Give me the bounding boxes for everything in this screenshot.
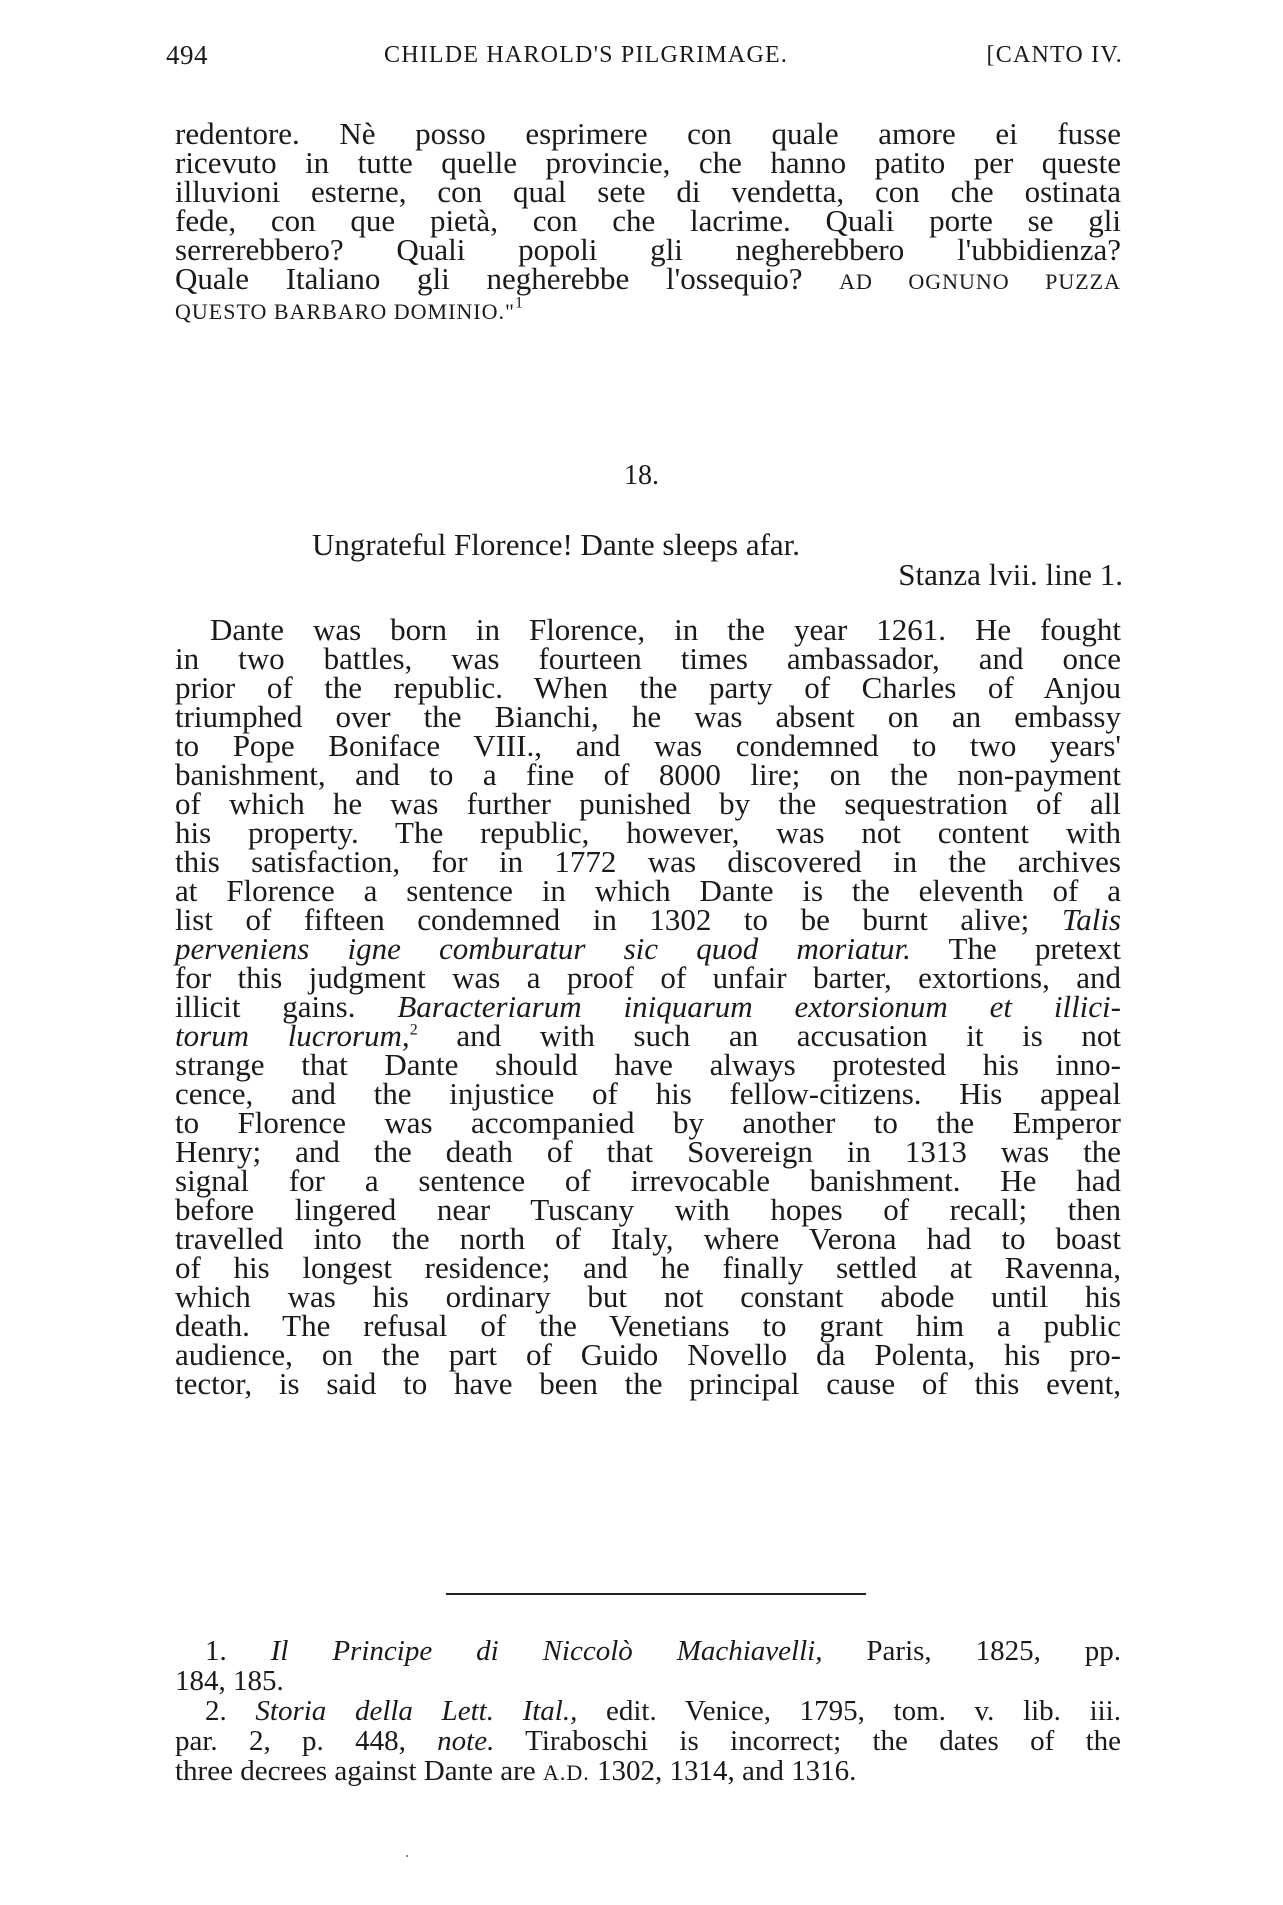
text-line: banishment, and to a fine of 8000 lire; on the non-payment <box>175 757 1121 792</box>
text-line: death. The refusal of the Venetians to grant him a public <box>175 1308 1121 1343</box>
latin-italic-run: Baracteriarum iniquarum extorsionum et illici- <box>397 989 1121 1024</box>
footnote-line: 184, 185. <box>175 1665 284 1697</box>
text-run: illicit gains. <box>175 989 398 1024</box>
text-run: list of fifteen condemned in 1302 to be burnt alive; <box>175 902 1062 937</box>
footnote-ref-2[interactable]: 2 <box>409 1021 418 1039</box>
text-run: Tiraboschi is incorrect; the dates of the <box>494 1725 1121 1757</box>
text-line: at Florence a sentence in which Dante is the eleventh of a <box>175 873 1121 908</box>
text-line: Dante was born in Florence, in the year 1261. He fought <box>210 612 1121 647</box>
canto-label: [CANTO IV. <box>986 42 1123 68</box>
text-line: ricevuto in tutte quelle provincie, che hanno patito per queste <box>175 145 1121 180</box>
text-run: 1302, 1314, and 1316. <box>589 1755 857 1787</box>
book-title: CHILDE HAROLD'S PILGRIMAGE. <box>384 42 789 68</box>
italic-run: note. <box>437 1725 495 1757</box>
text-run: par. 2, p. 448, <box>175 1725 438 1757</box>
footnote-number: 2. <box>205 1695 256 1727</box>
print-speck <box>406 1855 408 1857</box>
text-line: redentore. Nè posso esprimere con quale amore ei fusse <box>175 116 1121 151</box>
small-caps-run: AD OGNUNO PUZZA <box>839 269 1121 294</box>
text-line: to Pope Boniface VIII., and was condemned to two years' <box>175 728 1121 763</box>
text-run: edit. Venice, 1795, tom. v. lib. iii. <box>577 1695 1121 1727</box>
section-quote: Ungrateful Florence! Dante sleeps afar. <box>312 527 801 562</box>
latin-italic-run: perveniens igne comburatur sic quod moriatur. <box>175 931 911 966</box>
italic-run: Storia della Lett. Ital., <box>255 1695 578 1727</box>
text-line: in two battles, was fourteen times ambassador, and once <box>175 641 1121 676</box>
text-line: cence, and the injustice of his fellow-citizens. His appeal <box>175 1076 1121 1111</box>
footnote-1 <box>205 1634 1121 1668</box>
text-line: strange that Dante should have always protested his inno- <box>175 1047 1121 1082</box>
text-line: fede, con que pietà, con che lacrime. Quali porte se gli <box>175 203 1121 238</box>
stanza-reference: Stanza lvii. line 1. <box>898 557 1123 592</box>
footnote-ref-1[interactable]: 1 <box>514 294 523 312</box>
text-run: three decrees against Dante are <box>175 1755 543 1787</box>
small-caps-run: QUESTO BARBARO DOMINIO." <box>175 299 515 324</box>
text-line: this satisfaction, for in 1772 was discovered in the archives <box>175 844 1121 879</box>
text-line: Henry; and the death of that Sovereign in 1313 was the <box>175 1134 1121 1169</box>
footnote-line <box>175 1724 1121 1758</box>
text-line: signal for a sentence of irrevocable banishment. He had <box>175 1163 1121 1198</box>
text-line: of his longest residence; and he finally settled at Ravenna, <box>175 1250 1121 1285</box>
text-line: triumphed over the Bianchi, he was absent on an embassy <box>175 699 1121 734</box>
text-run: Quale Italiano gli negherebbe l'ossequio? <box>175 261 840 296</box>
text-line: his property. The republic, however, was not content with <box>175 815 1121 850</box>
text-run: and with such an accusation it is not <box>417 1018 1121 1053</box>
text-line: prior of the republic. When the party of Charles of Anjou <box>175 670 1121 705</box>
footnote-2 <box>205 1694 1121 1728</box>
latin-italic-run: Talis <box>1061 902 1121 937</box>
text-line <box>175 291 1121 330</box>
text-line: tector, is said to have been the principal cause of this event, <box>175 1366 1121 1401</box>
latin-italic-run: torum lucrorum, <box>175 1018 410 1053</box>
text-line: of which he was further punished by the sequestration of all <box>175 786 1121 821</box>
italic-run: Il Principe di Niccolò Machiavelli, <box>270 1635 823 1667</box>
small-caps-run: A.D. <box>542 1760 590 1785</box>
running-head <box>166 40 1123 80</box>
text-line: illuvioni esterne, con qual sete di vendetta, con che ostinata <box>175 174 1121 209</box>
text-line: which was his ordinary but not constant abode until his <box>175 1279 1121 1314</box>
text-run: Paris, 1825, pp. <box>822 1635 1122 1667</box>
text-line: before lingered near Tuscany with hopes of recall; then <box>175 1192 1121 1227</box>
section-number: 18. <box>624 460 659 491</box>
text-line: for this judgment was a proof of unfair barter, extortions, and <box>175 960 1121 995</box>
text-line: to Florence was accompanied by another to the Emperor <box>175 1105 1121 1140</box>
text-line: travelled into the north of Italy, where Verona had to boast <box>175 1221 1121 1256</box>
text-line: audience, on the part of Guido Novello da Polenta, his pro- <box>175 1337 1121 1372</box>
footnote-number: 1. <box>205 1635 271 1667</box>
footnote-separator <box>446 1593 866 1595</box>
text-line: serrerebbero? Quali popoli gli negherebbero l'ubbidienza? <box>175 232 1121 267</box>
footnote-line <box>175 1754 1121 1790</box>
page-number: 494 <box>166 40 208 70</box>
text-run: The pretext <box>910 931 1122 966</box>
